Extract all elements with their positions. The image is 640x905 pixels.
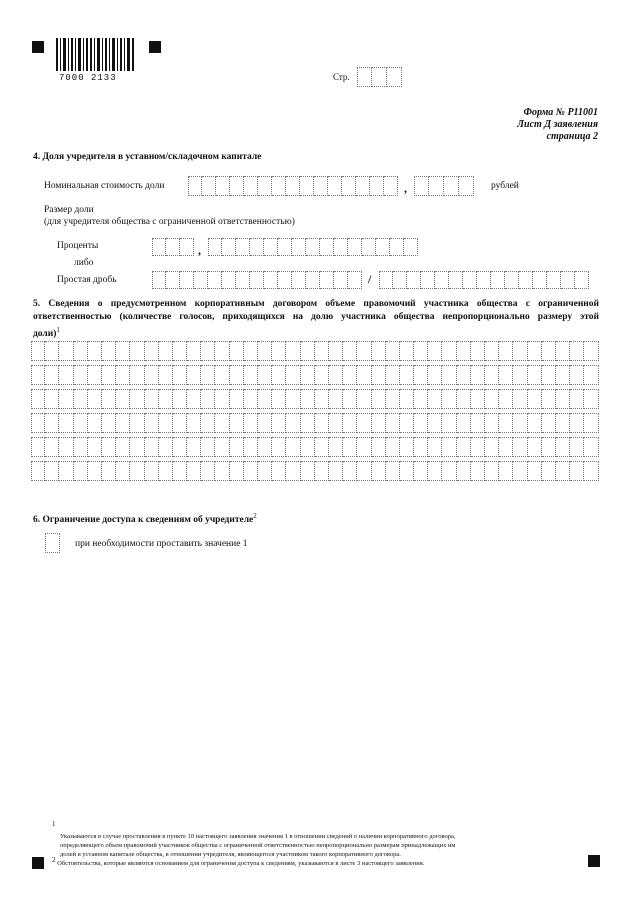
grid-cell[interactable]	[215, 341, 229, 361]
grid-cell[interactable]	[329, 413, 343, 433]
grid-cell[interactable]	[542, 341, 556, 361]
grid-cell[interactable]	[400, 437, 414, 457]
grid-cell[interactable]	[130, 365, 144, 385]
grid-cell[interactable]	[230, 437, 244, 457]
grid-cell[interactable]	[187, 365, 201, 385]
grid-cell[interactable]	[201, 341, 215, 361]
page-label: Стр.	[333, 72, 350, 82]
grid-cell[interactable]	[372, 341, 386, 361]
grid-cell[interactable]	[102, 389, 116, 409]
grid-cell[interactable]	[201, 389, 215, 409]
grid-cell[interactable]	[173, 341, 187, 361]
grid-cell[interactable]	[173, 389, 187, 409]
grid-cell[interactable]	[315, 341, 329, 361]
grid-cell[interactable]	[528, 389, 542, 409]
grid-cell[interactable]	[584, 365, 598, 385]
grid-cell[interactable]	[145, 341, 159, 361]
grid-cell[interactable]	[45, 461, 59, 481]
grid-cell[interactable]	[457, 461, 471, 481]
grid-cell[interactable]	[230, 365, 244, 385]
grid-cell[interactable]	[215, 413, 229, 433]
grid-cell[interactable]	[513, 461, 527, 481]
grid-cell[interactable]	[59, 341, 73, 361]
grid-cell[interactable]	[187, 341, 201, 361]
grid-cell[interactable]	[301, 341, 315, 361]
grid-cell[interactable]	[357, 437, 371, 457]
grid-cell[interactable]	[414, 389, 428, 409]
grid-cell[interactable]	[485, 437, 499, 457]
fraction-label: Простая дробь	[57, 275, 117, 285]
grid-cell[interactable]	[457, 437, 471, 457]
grid-cell[interactable]	[499, 365, 513, 385]
grid-cell[interactable]	[357, 341, 371, 361]
grid-row[interactable]	[31, 413, 599, 433]
grid-cell[interactable]	[343, 413, 357, 433]
grid-cell[interactable]	[59, 389, 73, 409]
grid-cell[interactable]	[272, 461, 286, 481]
grid-row[interactable]	[31, 365, 599, 385]
footnote-1	[52, 820, 592, 859]
grid-cell[interactable]	[357, 413, 371, 433]
checkbox-hint: при необходимости проставить значение 1	[75, 539, 248, 549]
grid-cell[interactable]	[372, 461, 386, 481]
grid-cell[interactable]	[528, 365, 542, 385]
grid-cell[interactable]	[570, 413, 584, 433]
grid-row[interactable]	[31, 341, 599, 361]
grid-cell[interactable]	[584, 437, 598, 457]
grid-cell[interactable]	[187, 389, 201, 409]
grid-cell[interactable]	[102, 413, 116, 433]
grid-cell[interactable]	[499, 389, 513, 409]
grid-cell[interactable]	[343, 437, 357, 457]
grid-cell[interactable]	[145, 437, 159, 457]
grid-cell[interactable]	[329, 341, 343, 361]
grid-cell[interactable]	[88, 437, 102, 457]
grid-cell[interactable]	[116, 413, 130, 433]
grid-cell[interactable]	[145, 389, 159, 409]
grid-cell[interactable]	[286, 413, 300, 433]
grid-cell[interactable]	[584, 461, 598, 481]
grid-cell[interactable]	[31, 389, 45, 409]
grid-cell[interactable]	[584, 341, 598, 361]
grid-cell[interactable]	[244, 437, 258, 457]
grid-cell[interactable]	[230, 389, 244, 409]
grid-cell[interactable]	[45, 389, 59, 409]
grid-cell[interactable]	[315, 437, 329, 457]
grid-cell[interactable]	[386, 365, 400, 385]
grid-row[interactable]	[31, 461, 599, 481]
barcode-icon	[56, 38, 136, 71]
grid-cell[interactable]	[372, 413, 386, 433]
grid-cell[interactable]	[215, 389, 229, 409]
grid-cell[interactable]	[244, 389, 258, 409]
grid-cell[interactable]	[102, 365, 116, 385]
grid-cell[interactable]	[130, 341, 144, 361]
grid-cell[interactable]	[201, 437, 215, 457]
grid-cell[interactable]	[59, 413, 73, 433]
grid-cell[interactable]	[528, 413, 542, 433]
or-label: либо	[74, 258, 94, 268]
grid-cell[interactable]	[116, 365, 130, 385]
grid-cell[interactable]	[315, 461, 329, 481]
grid-cell[interactable]	[31, 461, 45, 481]
grid-cell[interactable]	[457, 413, 471, 433]
grid-cell[interactable]	[88, 365, 102, 385]
grid-cell[interactable]	[31, 365, 45, 385]
grid-cell[interactable]	[471, 341, 485, 361]
grid-cell[interactable]	[442, 461, 456, 481]
grid-cell[interactable]	[59, 365, 73, 385]
grid-cell[interactable]	[315, 365, 329, 385]
grid-cell[interactable]	[556, 437, 570, 457]
grid-cell[interactable]	[258, 437, 272, 457]
sheet-page: страница 2	[546, 131, 598, 142]
grid-cell[interactable]	[513, 365, 527, 385]
section4-title: 4. Доля учредителя в уставном/складочном капитале	[33, 152, 262, 162]
grid-cell[interactable]	[372, 365, 386, 385]
grid-row[interactable]	[31, 389, 599, 409]
grid-cell[interactable]	[400, 461, 414, 481]
grid-cell[interactable]	[442, 413, 456, 433]
grid-cell[interactable]	[499, 413, 513, 433]
grid-cell[interactable]	[88, 341, 102, 361]
grid-cell[interactable]	[201, 461, 215, 481]
grid-cell[interactable]	[244, 341, 258, 361]
grid-cell[interactable]	[173, 437, 187, 457]
grid-cell[interactable]	[286, 437, 300, 457]
grid-cell[interactable]	[485, 413, 499, 433]
grid-cell[interactable]	[116, 461, 130, 481]
grid-cell[interactable]	[329, 389, 343, 409]
fraction-denominator-field[interactable]	[379, 271, 589, 289]
grid-cell[interactable]	[343, 389, 357, 409]
grid-cell[interactable]	[343, 365, 357, 385]
grid-cell[interactable]	[457, 341, 471, 361]
grid-cell[interactable]	[301, 437, 315, 457]
grid-cell[interactable]	[570, 437, 584, 457]
grid-cell[interactable]	[400, 341, 414, 361]
registration-marker-top-right	[149, 41, 161, 53]
grid-cell[interactable]	[485, 461, 499, 481]
grid-cell[interactable]	[329, 365, 343, 385]
grid-cell[interactable]	[428, 389, 442, 409]
grid-cell[interactable]	[74, 413, 88, 433]
footnote-1-line3: долей в уставном капитале общества, в отношении учредителя, являющегося участником такого корпоративного договора.	[60, 851, 401, 859]
grid-cell[interactable]	[74, 341, 88, 361]
grid-cell[interactable]	[145, 365, 159, 385]
grid-cell[interactable]	[343, 341, 357, 361]
grid-cell[interactable]	[187, 437, 201, 457]
percent-integer-field[interactable]	[152, 238, 194, 256]
grid-cell[interactable]	[471, 461, 485, 481]
grid-cell[interactable]	[74, 437, 88, 457]
grid-cell[interactable]	[159, 389, 173, 409]
grid-cell[interactable]	[74, 461, 88, 481]
grid-cell[interactable]	[499, 437, 513, 457]
grid-cell[interactable]	[428, 461, 442, 481]
grid-cell[interactable]	[215, 365, 229, 385]
grid-cell[interactable]	[357, 461, 371, 481]
footnote-2-mark: 2	[52, 856, 56, 864]
footnote-2	[52, 856, 592, 868]
grid-cell[interactable]	[442, 365, 456, 385]
grid-cell[interactable]	[485, 341, 499, 361]
grid-cell[interactable]	[102, 341, 116, 361]
grid-cell[interactable]	[471, 389, 485, 409]
grid-cell[interactable]	[542, 365, 556, 385]
grid-cell[interactable]	[258, 461, 272, 481]
grid-cell[interactable]	[315, 413, 329, 433]
nominal-value-label: Номинальная стоимость доли	[44, 181, 165, 191]
footnote-ref-2: 2	[253, 512, 257, 520]
grid-cell[interactable]	[542, 389, 556, 409]
grid-cell[interactable]	[88, 389, 102, 409]
footnote-1-mark: 1	[52, 820, 56, 828]
grid-cell[interactable]	[301, 413, 315, 433]
grid-cell[interactable]	[159, 341, 173, 361]
grid-cell[interactable]	[286, 389, 300, 409]
page-number-field[interactable]	[357, 67, 402, 87]
grid-cell[interactable]	[386, 437, 400, 457]
footnote-ref-1: 1	[56, 326, 60, 334]
grid-cell[interactable]	[428, 341, 442, 361]
grid-cell[interactable]	[315, 389, 329, 409]
grid-cell[interactable]	[457, 389, 471, 409]
grid-cell[interactable]	[130, 413, 144, 433]
grid-cell[interactable]	[570, 365, 584, 385]
percent-decimal-separator: ,	[198, 243, 201, 257]
form-number: Форма № Р11001	[523, 107, 598, 118]
grid-cell[interactable]	[187, 461, 201, 481]
grid-cell[interactable]	[31, 437, 45, 457]
grid-cell[interactable]	[116, 389, 130, 409]
section5-title-line1: 5. Сведения о предусмотренном корпоративным договором объеме правомочий участника общества с ограниченной	[33, 299, 599, 309]
grid-cell[interactable]	[187, 413, 201, 433]
footnote-1-line2: определяющего объем правомочий участников общества с ограниченной ответственностью непропорционально размерам принадлежащих им	[60, 842, 456, 850]
grid-cell[interactable]	[286, 341, 300, 361]
section6-title	[33, 512, 257, 525]
grid-cell[interactable]	[414, 461, 428, 481]
grid-cell[interactable]	[145, 413, 159, 433]
section5-title	[33, 298, 599, 341]
grid-cell[interactable]	[528, 437, 542, 457]
grid-cell[interactable]	[513, 413, 527, 433]
grid-cell[interactable]	[45, 365, 59, 385]
barcode-number: 7000 2133	[59, 73, 117, 83]
fraction-numerator-field[interactable]	[152, 271, 362, 289]
grid-cell[interactable]	[556, 413, 570, 433]
grid-cell[interactable]	[286, 461, 300, 481]
grid-cell[interactable]	[215, 437, 229, 457]
grid-cell[interactable]	[272, 437, 286, 457]
grid-cell[interactable]	[556, 365, 570, 385]
grid-cell[interactable]	[130, 389, 144, 409]
grid-cell[interactable]	[442, 437, 456, 457]
section6-title-text: 6. Ограничение доступа к сведениям об учредителе	[33, 515, 254, 526]
grid-cell[interactable]	[31, 413, 45, 433]
grid-cell[interactable]	[414, 341, 428, 361]
grid-cell[interactable]	[244, 365, 258, 385]
grid-cell[interactable]	[556, 389, 570, 409]
grid-cell[interactable]	[286, 365, 300, 385]
grid-cell[interactable]	[386, 389, 400, 409]
grid-cell[interactable]	[201, 413, 215, 433]
grid-cell[interactable]	[542, 461, 556, 481]
grid-cell[interactable]	[130, 461, 144, 481]
grid-cell[interactable]	[542, 437, 556, 457]
grid-cell[interactable]	[159, 365, 173, 385]
grid-cell[interactable]	[528, 341, 542, 361]
grid-cell[interactable]	[442, 389, 456, 409]
grid-cell[interactable]	[386, 461, 400, 481]
grid-cell[interactable]	[457, 365, 471, 385]
grid-cell[interactable]	[471, 413, 485, 433]
grid-cell[interactable]	[59, 437, 73, 457]
grid-cell[interactable]	[513, 389, 527, 409]
grid-cell[interactable]	[258, 413, 272, 433]
sheet-label: Лист Д заявления	[517, 119, 598, 130]
grid-cell[interactable]	[45, 413, 59, 433]
grid-cell[interactable]	[513, 341, 527, 361]
grid-cell[interactable]	[215, 461, 229, 481]
grid-cell[interactable]	[442, 341, 456, 361]
nominal-value-kopecks-field[interactable]	[414, 176, 474, 196]
grid-cell[interactable]	[244, 461, 258, 481]
grid-cell[interactable]	[414, 365, 428, 385]
grid-cell[interactable]	[513, 437, 527, 457]
percent-label: Проценты	[57, 241, 99, 251]
grid-cell[interactable]	[386, 413, 400, 433]
grid-cell[interactable]	[485, 365, 499, 385]
grid-cell[interactable]	[584, 389, 598, 409]
grid-cell[interactable]	[230, 461, 244, 481]
nominal-value-rubles-field[interactable]	[188, 176, 398, 196]
grid-cell[interactable]	[173, 413, 187, 433]
grid-cell[interactable]	[159, 461, 173, 481]
grid-cell[interactable]	[272, 365, 286, 385]
section5-title-line2: ответственностью (количестве голосов, приходящихся на долю участника общества непропорционально размеру этой	[33, 312, 599, 322]
grid-cell[interactable]	[244, 413, 258, 433]
grid-cell[interactable]	[428, 437, 442, 457]
grid-cell[interactable]	[528, 461, 542, 481]
nominal-decimal-separator: ,	[404, 181, 407, 195]
grid-cell[interactable]	[272, 341, 286, 361]
grid-cell[interactable]	[159, 413, 173, 433]
grid-cell[interactable]	[414, 437, 428, 457]
grid-cell[interactable]	[145, 461, 159, 481]
grid-cell[interactable]	[74, 389, 88, 409]
grid-row[interactable]	[31, 437, 599, 457]
grid-cell[interactable]	[272, 413, 286, 433]
registration-marker-top-left	[32, 41, 44, 53]
fraction-separator: /	[368, 272, 372, 286]
grid-cell[interactable]	[400, 365, 414, 385]
grid-cell[interactable]	[130, 437, 144, 457]
grid-cell[interactable]	[471, 437, 485, 457]
registration-marker-bottom-left	[32, 857, 44, 869]
footnote-1-line1: Указываются в случае проставления в пункте 10 настоящего заявления значения 1 в отношении сведений о наличии корпоративного договора,	[60, 833, 456, 841]
grid-cell[interactable]	[556, 341, 570, 361]
footnote-2-text: Обстоятельства, которые являются основанием для ограничения доступа к сведениям, указываются в листе 3 настоящего заявления.	[57, 860, 425, 868]
grid-cell[interactable]	[102, 461, 116, 481]
grid-cell[interactable]	[485, 389, 499, 409]
grid-cell[interactable]	[301, 461, 315, 481]
grid-cell[interactable]	[400, 413, 414, 433]
grid-cell[interactable]	[556, 461, 570, 481]
grid-cell[interactable]	[357, 389, 371, 409]
grid-cell[interactable]	[88, 461, 102, 481]
grid-cell[interactable]	[499, 341, 513, 361]
grid-cell[interactable]	[31, 341, 45, 361]
grid-cell[interactable]	[230, 341, 244, 361]
currency-label: рублей	[491, 181, 519, 191]
grid-cell[interactable]	[357, 365, 371, 385]
percent-fraction-field[interactable]	[208, 238, 418, 256]
grid-cell[interactable]	[428, 365, 442, 385]
grid-cell[interactable]	[258, 365, 272, 385]
section5-title-line3: доли)	[33, 329, 57, 340]
share-size-label: Размер доли	[44, 205, 94, 215]
grid-cell[interactable]	[74, 365, 88, 385]
grid-cell[interactable]	[428, 413, 442, 433]
grid-cell[interactable]	[59, 461, 73, 481]
grid-cell[interactable]	[301, 389, 315, 409]
grid-cell[interactable]	[173, 461, 187, 481]
grid-cell[interactable]	[570, 389, 584, 409]
grid-cell[interactable]	[88, 413, 102, 433]
grid-cell[interactable]	[230, 413, 244, 433]
grid-cell[interactable]	[258, 341, 272, 361]
grid-cell[interactable]	[570, 461, 584, 481]
grid-cell[interactable]	[45, 437, 59, 457]
grid-cell[interactable]	[201, 365, 215, 385]
grid-cell[interactable]	[173, 365, 187, 385]
grid-cell[interactable]	[116, 341, 130, 361]
grid-cell[interactable]	[159, 437, 173, 457]
grid-cell[interactable]	[471, 365, 485, 385]
access-restriction-checkbox[interactable]	[45, 533, 60, 553]
grid-cell[interactable]	[570, 341, 584, 361]
grid-cell[interactable]	[386, 341, 400, 361]
grid-cell[interactable]	[258, 389, 272, 409]
grid-cell[interactable]	[400, 389, 414, 409]
grid-cell[interactable]	[414, 413, 428, 433]
grid-cell[interactable]	[329, 437, 343, 457]
grid-cell[interactable]	[372, 389, 386, 409]
grid-cell[interactable]	[542, 413, 556, 433]
grid-cell[interactable]	[116, 437, 130, 457]
grid-cell[interactable]	[272, 389, 286, 409]
grid-cell[interactable]	[499, 461, 513, 481]
grid-cell[interactable]	[372, 437, 386, 457]
grid-cell[interactable]	[329, 461, 343, 481]
form-header	[398, 107, 598, 143]
grid-cell[interactable]	[45, 341, 59, 361]
grid-cell[interactable]	[343, 461, 357, 481]
grid-cell[interactable]	[102, 437, 116, 457]
share-size-note: (для учредителя общества с ограниченной ответственностью)	[44, 217, 295, 227]
grid-cell[interactable]	[301, 365, 315, 385]
grid-cell[interactable]	[584, 413, 598, 433]
